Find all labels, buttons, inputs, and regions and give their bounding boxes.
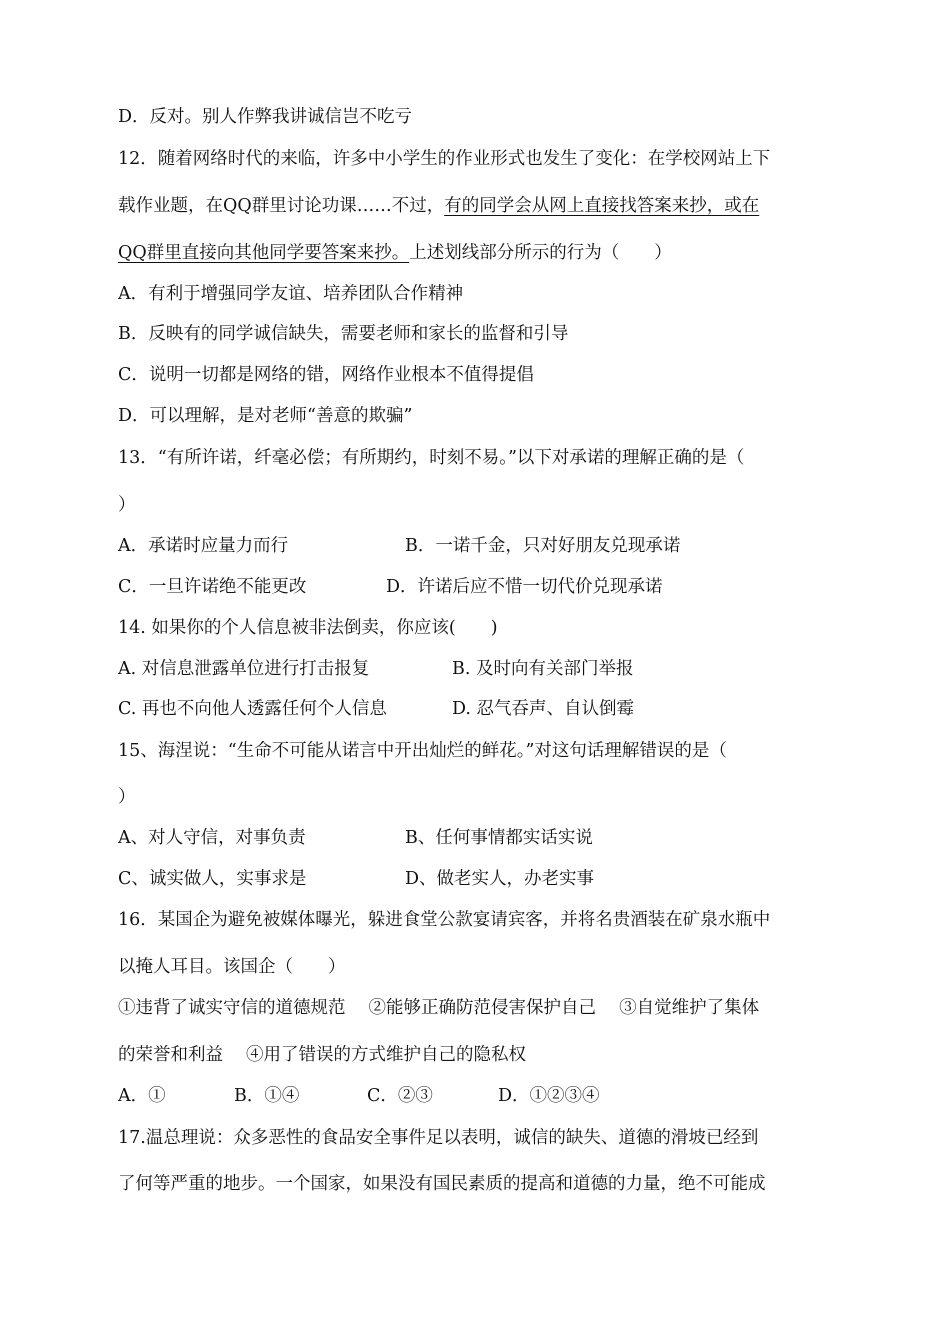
q14-option-c: C. 再也不向他人透露任何个人信息 (118, 699, 387, 719)
q14-option-a: A. 对信息泄露单位进行打击报复 (118, 659, 370, 679)
q12-stem-line1: 12．随着网络时代的来临，许多中小学生的作业形式也发生了变化：在学校网站上下 (118, 149, 771, 169)
q14-option-d: D. 忍气吞声、自认倒霉 (452, 699, 635, 719)
q13-stem-line2: ） (118, 495, 136, 515)
q12-option-d: D．可以理解，是对老师“善意的欺骗” (118, 406, 413, 426)
q16-statements-line1: ①违背了诚实守信的道德规范 ②能够正确防范侵害保护自己 ③自觉维护了集体 (118, 998, 760, 1018)
q13-option-b: B．一诺千金，只对好朋友兑现承诺 (405, 536, 681, 556)
q12-option-a: A．有利于增强同学友谊、培养团队合作精神 (118, 284, 464, 304)
q11-option-d: D．反对。别人作弊我讲诚信岂不吃亏 (118, 107, 413, 127)
q15-option-a: A、对人守信，对事负责 (118, 828, 306, 848)
q13-option-c: C．一旦许诺绝不能更改 (118, 577, 307, 597)
q12-stem-text: 载作业题，在QQ群里讨论功课……不过， (118, 196, 445, 216)
q15-stem-line1: 15、海涅说：“生命不可能从诺言中开出灿烂的鲜花。”对这句话理解错误的是（ (118, 741, 727, 761)
q12-underlined-text: QQ群里直接向其他同学要答案来抄。 (118, 243, 410, 263)
q15-option-d: D、做老实人，办老实事 (405, 869, 595, 889)
q12-stem-line2 (118, 195, 759, 217)
q16-statements-line2: 的荣誉和利益 ④用了错误的方式维护自己的隐私权 (118, 1045, 527, 1065)
q16-option-b: B．①④ (234, 1086, 300, 1106)
q16-option-c: C．②③ (367, 1086, 433, 1106)
q16-stem-line2: 以掩人耳目。该国企（ ） (118, 957, 346, 977)
q17-stem-line1: 17.温总理说：众多恶性的食品安全事件足以表明，诚信的缺失、道德的滑坡已经到 (118, 1128, 759, 1148)
q16-option-d: D．①②③④ (498, 1086, 600, 1106)
q12-underlined-text: 有的同学会从网上直接找答案来抄，或在 (444, 196, 760, 216)
q15-stem-line2: ） (118, 787, 136, 807)
q13-option-a: A．承诺时应量力而行 (118, 536, 289, 556)
q12-stem-line3 (118, 242, 672, 264)
q12-option-c: C．说明一切都是网络的错，网络作业根本不值得提倡 (118, 365, 534, 385)
q15-option-c: C、诚实做人，实事求是 (118, 869, 307, 889)
q16-stem-line1: 16．某国企为避免被媒体曝光，躲进食堂公款宴请宾客，并将名贵酒装在矿泉水瓶中 (118, 910, 771, 930)
q13-stem-line1: 13．“有所许诺，纤毫必偿；有所期约，时刻不易。”以下对承诺的理解正确的是（ (118, 448, 745, 468)
q15-option-b: B、任何事情都实话实说 (405, 828, 593, 848)
q13-option-d: D．许诺后应不惜一切代价兑现承诺 (386, 577, 663, 597)
q14-stem: 14. 如果你的个人信息被非法倒卖，你应该( ) (118, 618, 498, 638)
q12-stem-text: 上述划线部分所示的行为（ ） (409, 243, 672, 263)
q16-option-a: A．① (118, 1086, 166, 1106)
q17-stem-line2: 了何等严重的地步。一个国家，如果没有国民素质的提高和道德的力量，绝不可能成 (118, 1174, 766, 1194)
q14-option-b: B. 及时向有关部门举报 (452, 659, 634, 679)
q12-option-b: B．反映有的同学诚信缺失，需要老师和家长的监督和引导 (118, 324, 569, 344)
